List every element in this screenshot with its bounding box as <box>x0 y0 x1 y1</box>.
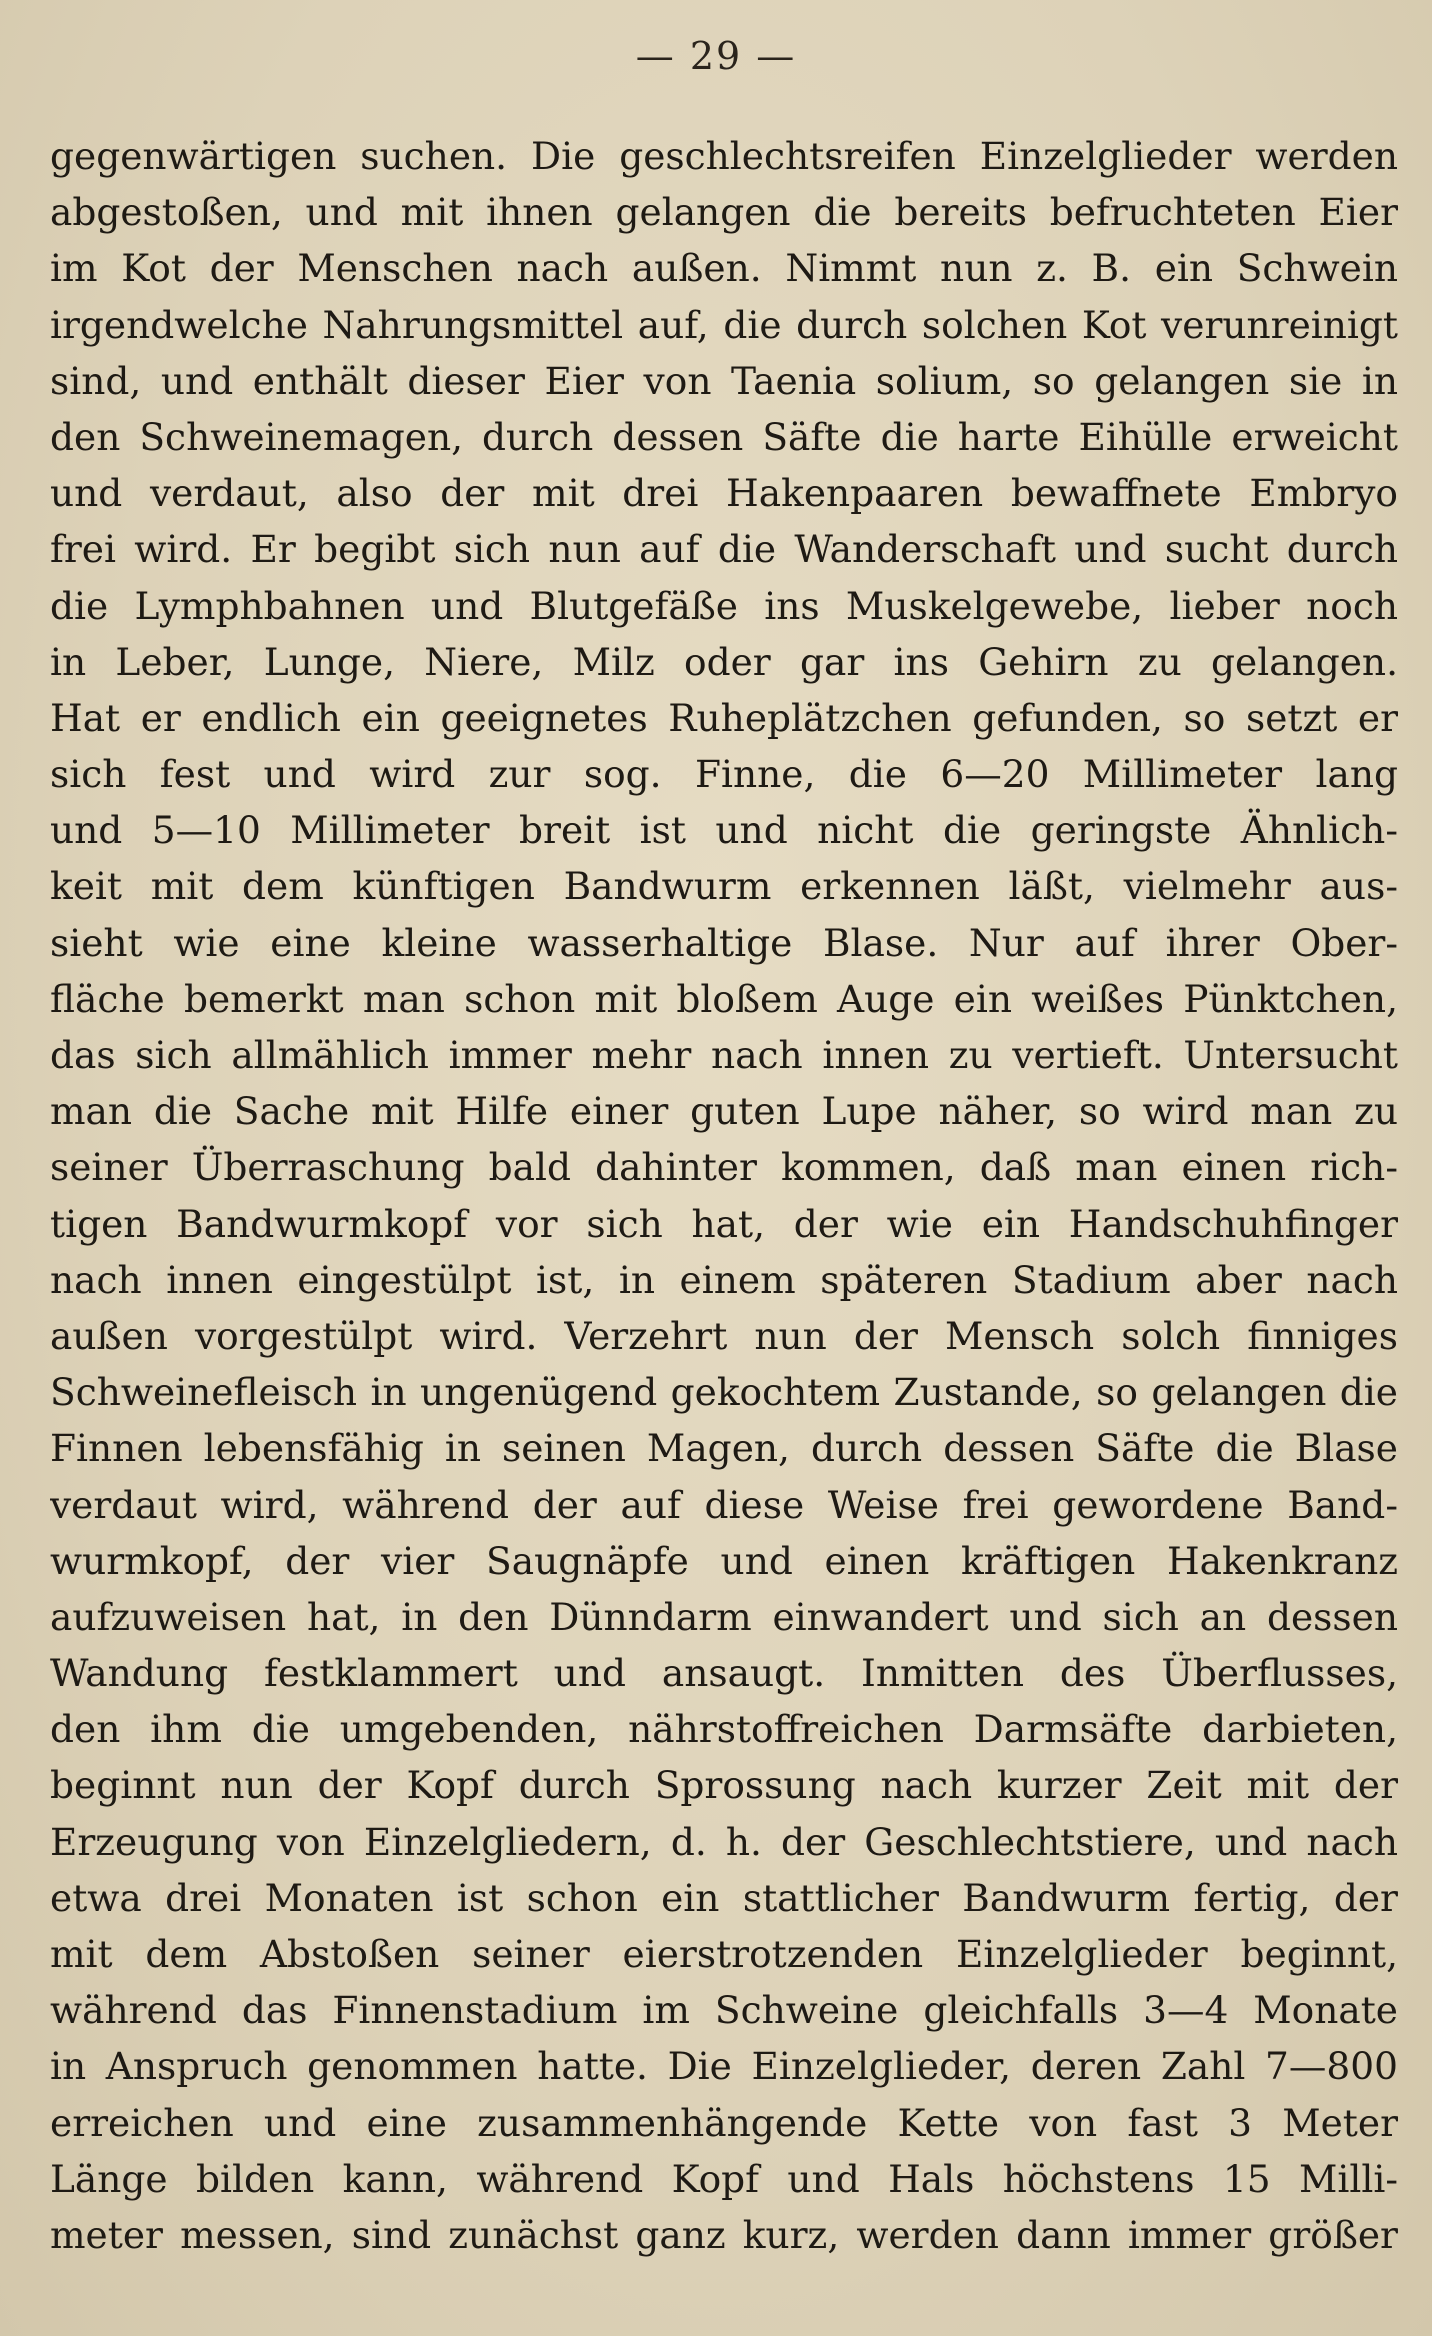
text-line: seiner Überraschung bald dahinter kommen, daß man einen rich- <box>50 1145 1398 1190</box>
text-line: den Schweinemagen, durch dessen Säfte die harte Eihülle erweicht <box>50 414 1398 459</box>
text-line: gegenwärtigen suchen. Die geschlechtsreifen Einzelglieder werden <box>50 134 1398 178</box>
text-line: wurmkopf, der vier Saugnäpfe und einen kräftigen Hakenkranz <box>50 1538 1398 1583</box>
text-line: sich fest und wird zur sog. Finne, die 6—20 Millimeter lang <box>50 752 1398 797</box>
text-line: aufzuweisen hat, in den Dünndarm einwandert und sich an dessen <box>50 1594 1398 1639</box>
text-line: man die Sache mit Hilfe einer guten Lupe näher, so wird man zu <box>50 1089 1398 1134</box>
text-line: sind, und enthält dieser Eier von Taenia solium, so gelangen sie in <box>50 358 1398 403</box>
text-line: Erzeugung von Einzelgliedern, d. h. der Geschlechtstiere, und nach <box>50 1819 1398 1864</box>
text-line: erreichen und eine zusammenhängende Kette von fast 3 Meter <box>50 2100 1398 2145</box>
text-line: in Anspruch genommen hatte. Die Einzelglieder, deren Zahl 7—800 <box>50 2044 1398 2089</box>
text-line: tigen Bandwurmkopf vor sich hat, der wie ein Handschuhfinger <box>50 1201 1398 1246</box>
text-line: Finnen lebensfähig in seinen Magen, durch dessen Säfte die Blase <box>50 1426 1398 1471</box>
text-line: abgestoßen, und mit ihnen gelangen die bereits befruchteten Eier <box>50 190 1398 235</box>
text-line: während das Finnenstadium im Schweine gleichfalls 3—4 Monate <box>50 1988 1398 2033</box>
text-line: frei wird. Er begibt sich nun auf die Wanderschaft und sucht durch <box>50 527 1398 572</box>
text-line: beginnt nun der Kopf durch Sprossung nach kurzer Zeit mit der <box>50 1763 1398 1808</box>
text-line: keit mit dem künftigen Bandwurm erkennen läßt, vielmehr aus- <box>50 864 1398 909</box>
page-number: — 29 — <box>635 34 797 78</box>
text-line: sieht wie eine kleine wasserhaltige Blase. Nur auf ihrer Ober- <box>50 920 1398 965</box>
text-line: fläche bemerkt man schon mit bloßem Auge ein weißes Pünktchen, <box>50 976 1398 1021</box>
text-line: mit dem Abstoßen seiner eierstrotzenden Einzelglieder beginnt, <box>50 1932 1398 1976</box>
text-line: und verdaut, also der mit drei Hakenpaaren bewaffnete Embryo <box>50 471 1398 516</box>
text-line: nach innen eingestülpt ist, in einem späteren Stadium aber nach <box>50 1257 1398 1302</box>
text-line: die Lymphbahnen und Blutgefäße ins Muskelgewebe, lieber noch <box>50 583 1398 628</box>
body-text <box>50 128 1398 2263</box>
text-line: Hat er endlich ein geeignetes Ruheplätzchen gefunden, so setzt er <box>50 695 1398 740</box>
text-line: das sich allmählich immer mehr nach innen zu vertieft. Untersucht <box>50 1033 1398 1077</box>
text-line: etwa drei Monaten ist schon ein stattlicher Bandwurm fertig, der <box>50 1875 1398 1920</box>
text-line: im Kot der Menschen nach außen. Nimmt nun z. B. ein Schwein <box>50 246 1398 291</box>
text-line: Wandung festklammert und ansaugt. Inmitten des Überflusses, <box>50 1651 1398 1696</box>
text-line: in Leber, Lunge, Niere, Milz oder gar ins Gehirn zu gelangen. <box>50 639 1398 684</box>
text-line: Länge bilden kann, während Kopf und Hals höchstens 15 Milli- <box>50 2156 1398 2201</box>
text-line: verdaut wird, während der auf diese Weise frei gewordene Band- <box>50 1482 1398 1527</box>
text-line: und 5—10 Millimeter breit ist und nicht die geringste Ähnlich- <box>50 808 1398 853</box>
text-line: den ihm die umgebenden, nährstoffreichen Darmsäfte darbieten, <box>50 1707 1398 1752</box>
text-line: Schweinefleisch in ungenügend gekochtem Zustande, so gelangen die <box>50 1370 1398 1415</box>
text-line: außen vorgestülpt wird. Verzehrt nun der Mensch solch finniges <box>50 1313 1398 1358</box>
text-line: irgendwelche Nahrungsmittel auf, die durch solchen Kot verunreinigt <box>50 302 1398 347</box>
text-line: meter messen, sind zunächst ganz kurz, werden dann immer größer <box>50 2212 1398 2257</box>
